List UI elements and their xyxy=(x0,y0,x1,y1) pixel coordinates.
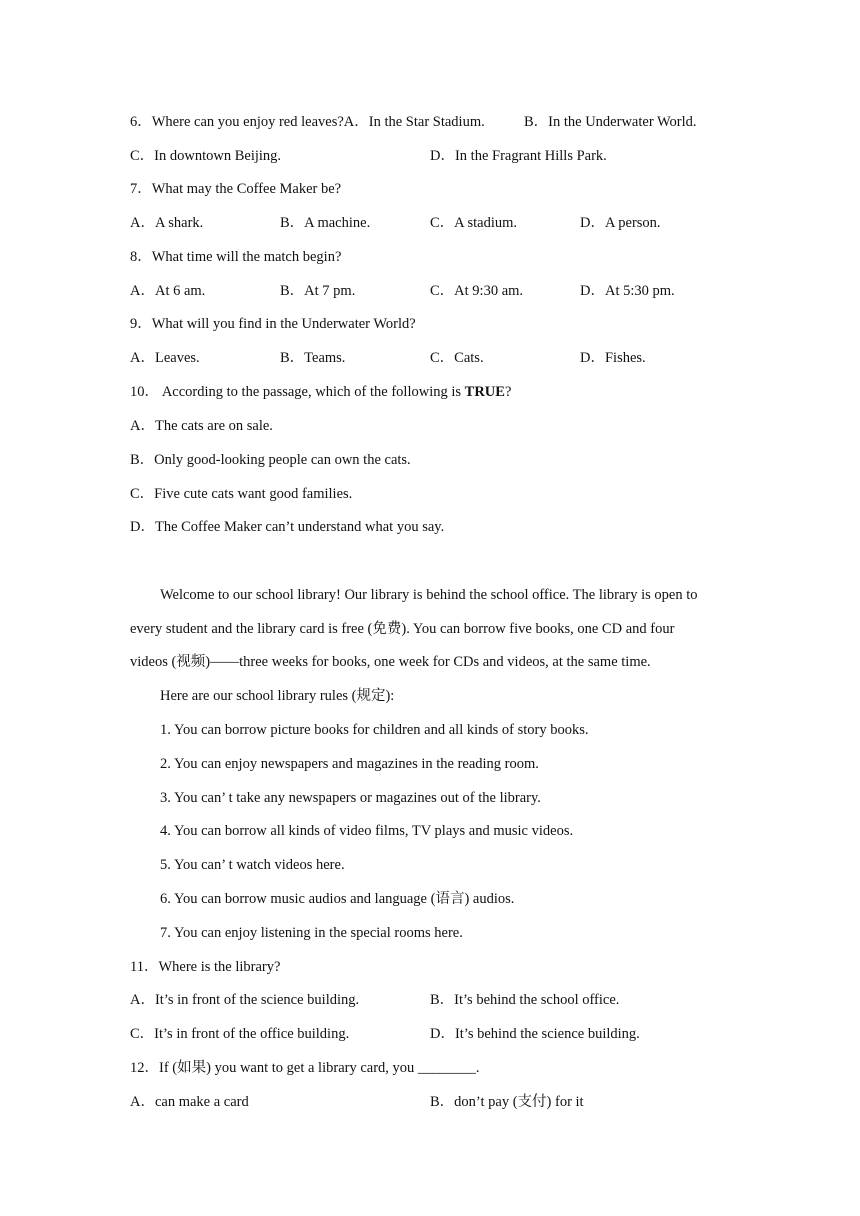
question-10-end: ? xyxy=(504,384,512,400)
question-6-option-a: A．In the Star Stadium. xyxy=(343,114,485,130)
question-6-text: 6．Where can you enjoy red leaves? xyxy=(130,114,344,130)
question-6-option-c: C．In downtown Beijing. xyxy=(130,148,282,164)
question-9-option-d: D．Fishes. xyxy=(580,350,646,366)
question-12-option-a: A．can make a card xyxy=(130,1094,249,1110)
question-9-option-b: B．Teams. xyxy=(280,350,346,366)
question-7-option-d: D．A person. xyxy=(580,215,661,231)
question-10-option-a: A．The cats are on sale. xyxy=(130,418,273,434)
question-11-option-c: C．It’s in front of the office building. xyxy=(130,1026,350,1042)
question-11-option-b: B．It’s behind the school office. xyxy=(430,992,620,1008)
question-8-stem: 8．What time will the match begin? xyxy=(130,249,342,265)
question-9-stem: 9．What will you find in the Underwater World? xyxy=(130,316,416,332)
question-9-option-c: C．Cats. xyxy=(430,350,484,366)
question-12-option-b: B．don’t pay (支付) for it xyxy=(430,1094,584,1110)
question-8-option-c: C．At 9:30 am. xyxy=(430,283,524,299)
passage-line-1: Welcome to our school library! Our library is behind the school office. The library is open to xyxy=(160,587,698,603)
question-7-option-b: B．A machine. xyxy=(280,215,371,231)
rule-item: 7. You can enjoy listening in the special rooms here. xyxy=(160,925,463,941)
passage-line-3: videos (视频)——three weeks for books, one week for CDs and videos, at the same time. xyxy=(130,654,651,670)
question-8-option-a: A．At 6 am. xyxy=(130,283,206,299)
question-7-option-a: A．A shark. xyxy=(130,215,204,231)
question-11-stem: 11．Where is the library? xyxy=(130,959,281,975)
question-8-option-b: B．At 7 pm. xyxy=(280,283,356,299)
question-7-stem: 7．What may the Coffee Maker be? xyxy=(130,181,342,197)
rule-item: 5. You can’ t watch videos here. xyxy=(160,857,345,873)
question-7-option-c: C．A stadium. xyxy=(430,215,518,231)
question-10-text: 10． According to the passage, which of the following is xyxy=(130,384,465,400)
question-10-option-b: B．Only good-looking people can own the cats. xyxy=(130,452,411,468)
question-6-stem xyxy=(130,112,485,132)
rule-item: 1. You can borrow picture books for children and all kinds of story books. xyxy=(160,722,589,738)
rule-item: 6. You can borrow music audios and language (语言) audios. xyxy=(160,891,515,907)
question-11-option-d: D．It’s behind the science building. xyxy=(430,1026,640,1042)
question-10-stem xyxy=(130,382,511,402)
question-11-option-a: A．It’s in front of the science building. xyxy=(130,992,360,1008)
question-6-option-d: D．In the Fragrant Hills Park. xyxy=(430,148,607,164)
rule-item: 2. You can enjoy newspapers and magazines in the reading room. xyxy=(160,756,539,772)
question-12-stem: 12．If (如果) you want to get a library card, you ________. xyxy=(130,1060,480,1076)
passage-line-2: every student and the library card is free (免费). You can borrow five books, one CD and four xyxy=(130,621,675,637)
question-9-option-a: A．Leaves. xyxy=(130,350,200,366)
rule-item: 3. You can’ t take any newspapers or magazines out of the library. xyxy=(160,790,541,806)
question-10-option-d: D．The Coffee Maker can’t understand what you say. xyxy=(130,519,445,535)
question-6-option-b: B．In the Underwater World. xyxy=(524,114,697,130)
question-10-emphasis: TRUE xyxy=(464,384,505,400)
rules-intro: Here are our school library rules (规定): xyxy=(160,688,395,704)
question-10-option-c: C．Five cute cats want good families. xyxy=(130,486,353,502)
question-8-option-d: D．At 5:30 pm. xyxy=(580,283,675,299)
rule-item: 4. You can borrow all kinds of video films, TV plays and music videos. xyxy=(160,823,574,839)
